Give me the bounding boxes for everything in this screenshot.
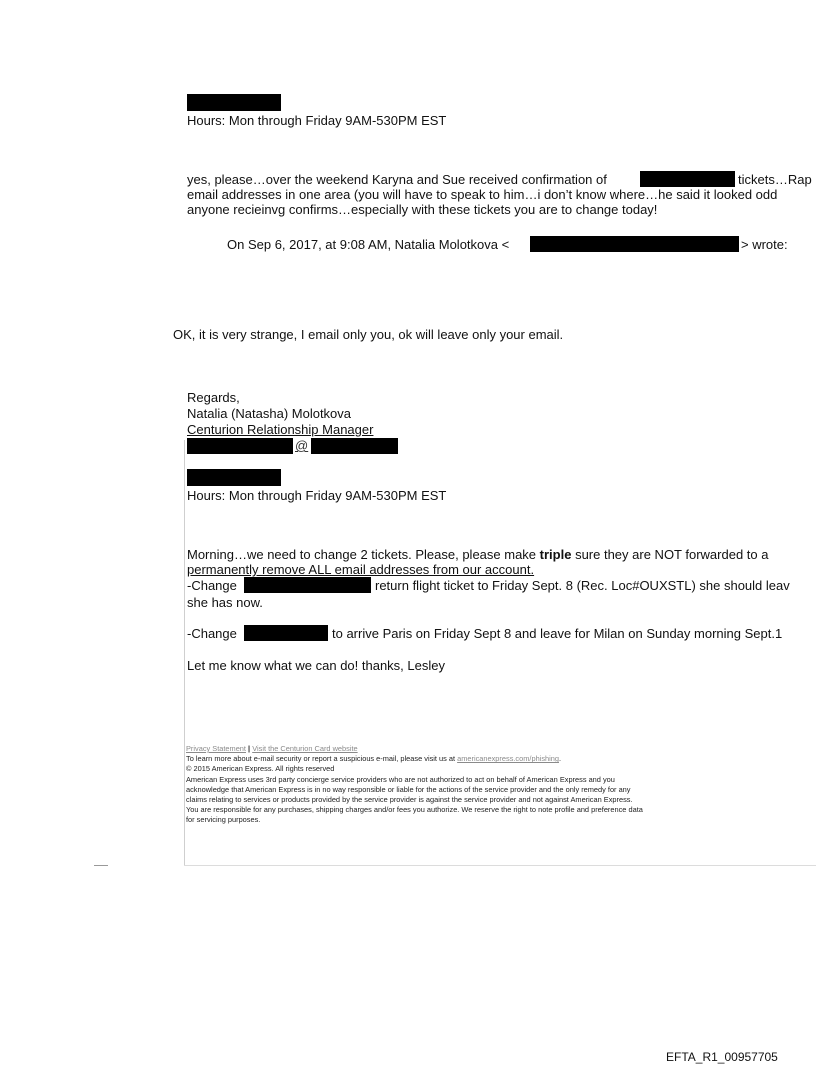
quote-header-prefix: On Sep 6, 2017, at 9:08 AM, Natalia Molotkova <: [227, 237, 510, 252]
signature-name: Natalia (Natasha) Molotkova: [187, 406, 352, 421]
original-line-5b: to arrive Paris on Friday Sept 8 and leave for Milan on Sunday morning Sept.1: [332, 626, 783, 641]
footer-disclaimer-1: American Express uses 3rd party concierge service providers who are not authorized to act on behalf of American Express and you: [186, 774, 615, 784]
phishing-link[interactable]: americanexpress.com/phishing: [457, 754, 559, 764]
original-line-3a: -Change: [187, 578, 237, 593]
reply-line-1a: yes, please…over the weekend Karyna and Sue received confirmation of: [187, 172, 607, 187]
original-line-1: [187, 548, 768, 562]
footer-links-row: [186, 744, 806, 754]
redacted-block: [530, 236, 739, 252]
privacy-statement-link[interactable]: Privacy Statement: [186, 744, 246, 753]
reply-line-1b: tickets…Rap: [738, 172, 812, 187]
footer-period: .: [558, 754, 562, 764]
redacted-block: [187, 469, 281, 486]
original-line-5a: -Change: [187, 626, 237, 641]
original-line-2: permanently remove ALL email addresses from our account.: [187, 562, 535, 577]
centurion-website-link[interactable]: Visit the Centurion Card website: [252, 744, 358, 753]
footer-disclaimer-2: acknowledge that American Express is in no way responsible or liable for the actions of the service provider and the only remedy for any: [186, 784, 631, 794]
redacted-block: [640, 171, 735, 187]
original-line-3b: return flight ticket to Friday Sept. 8 (Rec. Loc#OUXSTL) she should leav: [375, 578, 790, 593]
reply-line-2: email addresses in one area (you will have to speak to him…i don’t know where…he said it looked odd: [187, 187, 778, 202]
document-id: EFTA_R1_00957705: [666, 1050, 778, 1064]
hours-text: Hours: Mon through Friday 9AM-530PM EST: [187, 488, 447, 503]
quote-header-suffix: > wrote:: [741, 237, 788, 252]
footer-disclaimer-5: for servicing purposes.: [186, 815, 261, 825]
quote-border: [184, 440, 185, 865]
signature-title: Centurion Relationship Manager: [187, 422, 374, 437]
reply-line-3: anyone recieinvg confirms…especially with these tickets you are to change today!: [187, 202, 658, 217]
original-line-1b: sure they are NOT forwarded to a: [571, 547, 769, 562]
original-line-1a: Morning…we need to change 2 tickets. Please, please make: [187, 547, 540, 562]
natalia-message: OK, it is very strange, I email only you, ok will leave only your email.: [173, 327, 564, 342]
footer-disclaimer-4: You are responsible for any purchases, shipping charges and/or fees you authorize. We reserve the right to note profile and preference data: [186, 805, 643, 815]
email-footer: [186, 744, 806, 826]
original-line-6: Let me know what we can do! thanks, Lesley: [187, 658, 445, 673]
original-line-1-bold: triple: [539, 547, 572, 562]
footer-copyright: © 2015 American Express. All rights reserved: [186, 764, 335, 774]
redacted-block: [311, 438, 398, 454]
stray-mark: [94, 865, 108, 866]
footer-disclaimer-3: claims relating to services or products provided by the service provider is against the service provider and not against American Express.: [186, 795, 633, 805]
redacted-block: [187, 94, 281, 111]
signature-at: @: [295, 438, 309, 453]
footer-bottom-rule: [184, 865, 816, 866]
redacted-block: [244, 577, 371, 593]
footer-security-text: To learn more about e-mail security or report a suspicious e-mail, please visit us at: [186, 754, 458, 764]
regards-text: Regards,: [187, 390, 240, 405]
original-line-4: she has now.: [187, 595, 263, 610]
footer-security-row: [186, 754, 806, 764]
footer-separator: |: [248, 744, 251, 753]
hours-text: Hours: Mon through Friday 9AM-530PM EST: [187, 113, 447, 128]
redacted-block: [187, 438, 293, 454]
redacted-block: [244, 625, 328, 641]
